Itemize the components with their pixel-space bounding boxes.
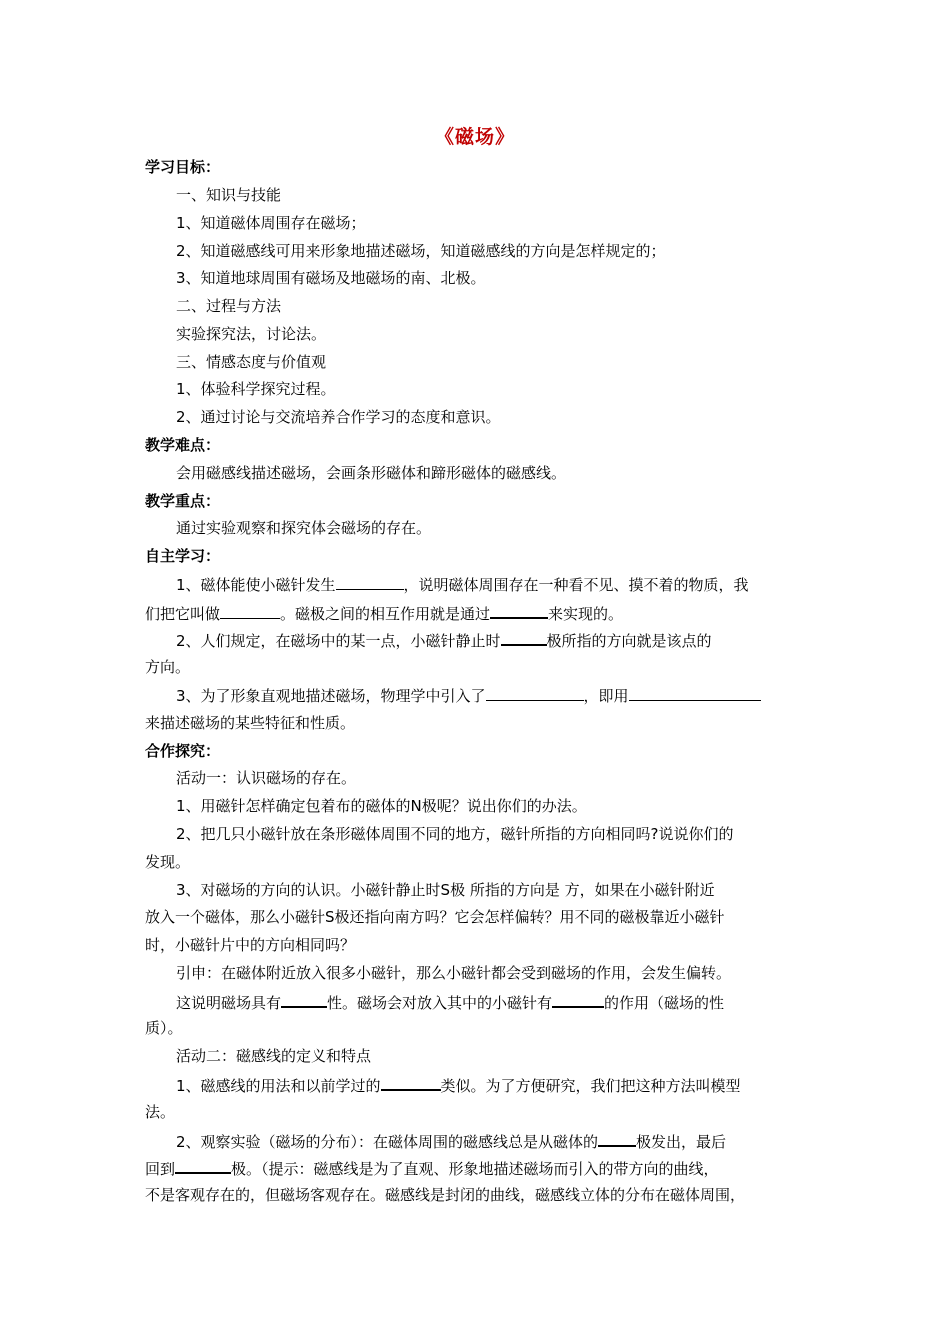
- question-text: 的作用（磁场的性: [604, 994, 725, 1012]
- section-heading-focus: 教学重点：: [145, 492, 221, 510]
- objective-item: 1、知道磁体周围存在磁场；: [176, 214, 366, 232]
- page-title: 《磁场》: [434, 126, 515, 148]
- fill-blank[interactable]: [381, 1074, 441, 1091]
- question-text: 时，小磁针片中的方向相同吗？: [145, 936, 356, 954]
- subheading-attitude: 三、情感态度与价值观: [176, 353, 327, 371]
- question-text: 2、人们规定，在磁场中的某一点，小磁针静止时: [176, 632, 501, 650]
- objective-item: 2、通过讨论与交流培养合作学习的态度和意识。: [176, 408, 501, 426]
- objective-item: 实验探究法，讨论法。: [176, 325, 327, 343]
- fill-blank[interactable]: [552, 991, 604, 1008]
- section-heading-cooperation: 合作探究：: [145, 742, 221, 760]
- activity-title: 活动二：磁感线的定义和特点: [176, 1047, 372, 1065]
- question-text: 3、为了形象直观地描述磁场，物理学中引入了: [176, 687, 486, 705]
- fill-blank[interactable]: [598, 1130, 636, 1147]
- focus-text: 通过实验观察和探究体会磁场的存在。: [176, 519, 432, 537]
- question-text: 。磁极之间的相互作用就是通过: [280, 605, 491, 623]
- fill-blank[interactable]: [175, 1157, 231, 1174]
- question-text: 来描述磁场的某些特征和性质。: [145, 714, 356, 732]
- extension-text: 引申：在磁体附近放入很多小磁针，那么小磁针都会受到磁场的作用，会发生偏转。: [176, 964, 732, 982]
- difficulty-text: 会用磁感线描述磁场，会画条形磁体和蹄形磁体的磁感线。: [176, 464, 567, 482]
- question-line: [176, 991, 724, 1013]
- question-line: [176, 629, 712, 651]
- question-text: 极所指的方向就是该点的: [546, 632, 712, 650]
- activity-title: 活动一：认识磁场的存在。: [176, 769, 357, 787]
- fill-blank[interactable]: [486, 685, 584, 701]
- question-line: [176, 574, 749, 595]
- fill-blank[interactable]: [336, 574, 404, 590]
- question-text: 1、磁感线的用法和以前学过的: [176, 1077, 381, 1095]
- question-line: [145, 1157, 719, 1179]
- question-text: 来实现的。: [548, 605, 624, 623]
- question-text: ，即用: [583, 687, 629, 705]
- question-text: 2、观察实验（磁场的分布）：在磁体周围的磁感线总是从磁体的: [176, 1133, 599, 1151]
- question-text: 不是客观存在的，但磁场客观存在。磁感线是封闭的曲线，磁感线立体的分布在磁体周围，: [145, 1186, 746, 1204]
- question-text: 们把它叫做: [145, 605, 221, 623]
- question-text: 法。: [145, 1103, 176, 1121]
- question-text: 放入一个磁体，那么小磁针S极还指向南方吗？它会怎样偏转？用不同的磁极靠近小磁针: [145, 908, 725, 926]
- fill-blank[interactable]: [220, 603, 280, 619]
- question-text: 性。磁场会对放入其中的小磁针有: [327, 994, 553, 1012]
- question-text: 极发出，最后: [636, 1133, 727, 1151]
- objective-item: 2、知道磁感线可用来形象地描述磁场，知道磁感线的方向是怎样规定的；: [176, 242, 666, 260]
- objective-item: 1、体验科学探究过程。: [176, 380, 336, 398]
- fill-blank[interactable]: [281, 991, 327, 1008]
- question-text: 质）。: [145, 1019, 183, 1037]
- question-line: [176, 1074, 741, 1096]
- question-text: 1、用磁针怎样确定包着布的磁体的N极呢？说出你们的办法。: [176, 797, 587, 815]
- question-text: ，说明磁体周围存在一种看不见、摸不着的物质，我: [403, 576, 749, 594]
- section-heading-objectives: 学习目标：: [145, 158, 221, 176]
- question-line: [145, 602, 623, 624]
- question-text: 类似。为了方便研究，我们把这种方法叫模型: [440, 1077, 741, 1095]
- fill-blank[interactable]: [629, 685, 761, 701]
- subheading-knowledge: 一、知识与技能: [176, 186, 282, 204]
- question-text: 方向。: [145, 658, 191, 676]
- question-line: [176, 685, 761, 706]
- question-text: 3、对磁场的方向的认识。小磁针静止时S极 所指的方向是 方，如果在小磁针附近: [176, 881, 715, 899]
- question-text: 发现。: [145, 853, 191, 871]
- objective-item: 3、知道地球周围有磁场及地磁场的南、北极。: [176, 269, 486, 287]
- question-text: 回到: [145, 1160, 176, 1178]
- fill-blank[interactable]: [501, 629, 547, 646]
- subheading-process: 二、过程与方法: [176, 297, 282, 315]
- fill-blank[interactable]: [490, 602, 548, 619]
- question-line: [176, 1130, 726, 1152]
- question-text: 极。（提示：磁感线是为了直观、形象地描述磁场而引入的带方向的曲线，: [231, 1160, 719, 1178]
- section-heading-difficulty: 教学难点：: [145, 436, 221, 454]
- question-text: 2、把几只小磁针放在条形磁体周围不同的地方，磁针所指的方向相同吗?说说你们的: [176, 825, 734, 843]
- section-heading-self-study: 自主学习：: [145, 547, 221, 565]
- question-text: 这说明磁场具有: [176, 994, 282, 1012]
- question-text: 1、磁体能使小磁针发生: [176, 576, 336, 594]
